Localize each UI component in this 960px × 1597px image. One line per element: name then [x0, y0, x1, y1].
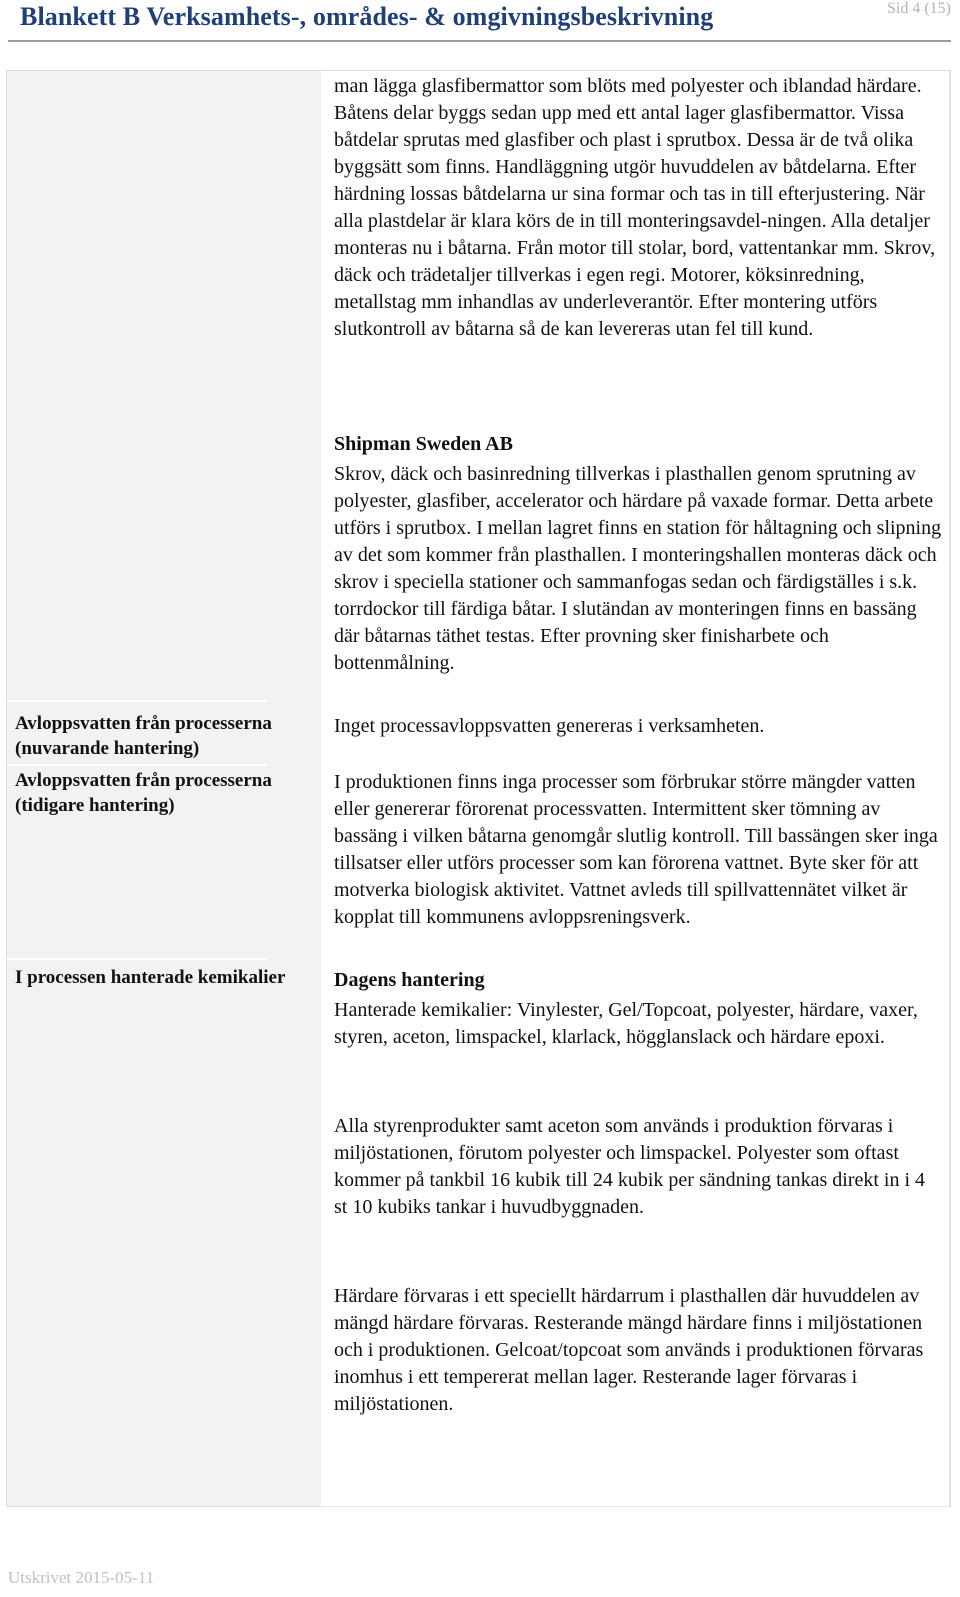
- content-column: [322, 71, 950, 1507]
- chemicals-heading: Dagens hantering: [334, 969, 485, 991]
- page-header: [8, 0, 951, 42]
- description-table: [6, 70, 951, 1507]
- label-wastewater-current: Avloppsvatten från processerna (nuvarande hantering): [15, 713, 272, 759]
- label-chemicals: I processen hanterade kemikalier: [15, 967, 286, 988]
- wastewater-previous-paragraph: I produktionen finns inga processer som förbrukar större mängder vatten eller genererar förorenat processvatten. Intermittent sker tömning av bassäng i vilken båtarna genomgår slutlig kontroll. Till bassängen sker inga tillsatser eller utförs processer som kan förorena vattnet. Byte sker för att motverka biologisk aktivitet. Vattnet avleds till spillvattennätet vilket är kopplat till kommunens avloppsreningsverk.: [334, 771, 938, 928]
- wastewater-current-paragraph: Inget processavloppsvatten genereras i verksamheten.: [334, 715, 765, 737]
- row-divider: [7, 700, 267, 702]
- row-divider: [7, 764, 267, 766]
- label-column: [7, 71, 322, 1506]
- document-title: Blankett B Verksamhets-, områdes- & omgivningsbeskrivning: [20, 2, 714, 31]
- production-intro-paragraph: man lägga glasfibermattor som blöts med polyester och iblandad härdare. Båtens delar byggs sedan upp med ett antal lager glasfibermattor. Vissa båtdelar sprutas med glasfiber och plast i sprutbox. Dessa är de två olika byggsätt som finns. Handläggning utgör huvuddelen av båtdelarna. Efter härdning lossas båtdelarna ur sina formar och tas in till efterjustering. När alla plastdelar är klara körs de in till monteringsavdel-ningen. Alla detaljer monteras nu i båtarna. Från motor till stolar, bord, vattentankar mm. Skrov, däck och trädetaljer tillverkas i egen regi. Motorer, köksinredning, metallstag mm inhandlas av underleverantör. Efter montering utförs slutkontroll av båtarna så de kan levereras utan fel till kund.: [334, 75, 936, 340]
- shipman-paragraph: Skrov, däck och basinredning tillverkas i plasthallen genom sprutning av polyester, glasfiber, accelerator och härdare på vaxade formar. Detta arbete utförs i sprutbox. I mellan lagret finns en station för håltagning och slipning av det som kommer från plasthallen. I monteringshallen monteras däck och skrov i speciella stationer och sammanfogas sedan och färdigställes i s.k. torrdockor till färdiga båtar. I slutändan av monteringen finns en bassäng där båtarnas täthet testas. Efter provning sker finisharbete och bottenmålning.: [334, 463, 942, 674]
- printed-date: Utskrivet 2015-05-11: [8, 1568, 155, 1587]
- storage-paragraph: Alla styrenprodukter samt aceton som används i produktion förvaras i miljöstationen, förutom polyester och limspackel. Polyester som oftast kommer på tankbil 16 kubik till 24 kubik per sändning tankas direkt in i 4 st 10 kubiks tankar i huvudbyggnaden.: [334, 1115, 926, 1218]
- row-divider: [7, 958, 267, 960]
- label-wastewater-previous: Avloppsvatten från processerna (tidigare hantering): [15, 770, 272, 816]
- chemicals-paragraph: Hanterade kemikalier: Vinylester, Gel/Topcoat, polyester, härdare, vaxer, styren, aceton, limspackel, klarlack, högglanslack och härdare epoxi.: [334, 999, 918, 1048]
- hardener-paragraph: Härdare förvaras i ett speciellt härdarrum i plasthallen där huvuddelen av mängd härdare förvaras. Resterande mängd härdare finns i miljöstationen och i produktionen. Gelcoat/topcoat som används i produktionen förvaras inomhus i ett tempererat mellan lager. Resterande lager förvaras i miljöstationen.: [334, 1285, 924, 1415]
- page-number: Sid 4 (15): [887, 0, 951, 17]
- shipman-heading: Shipman Sweden AB: [334, 433, 513, 455]
